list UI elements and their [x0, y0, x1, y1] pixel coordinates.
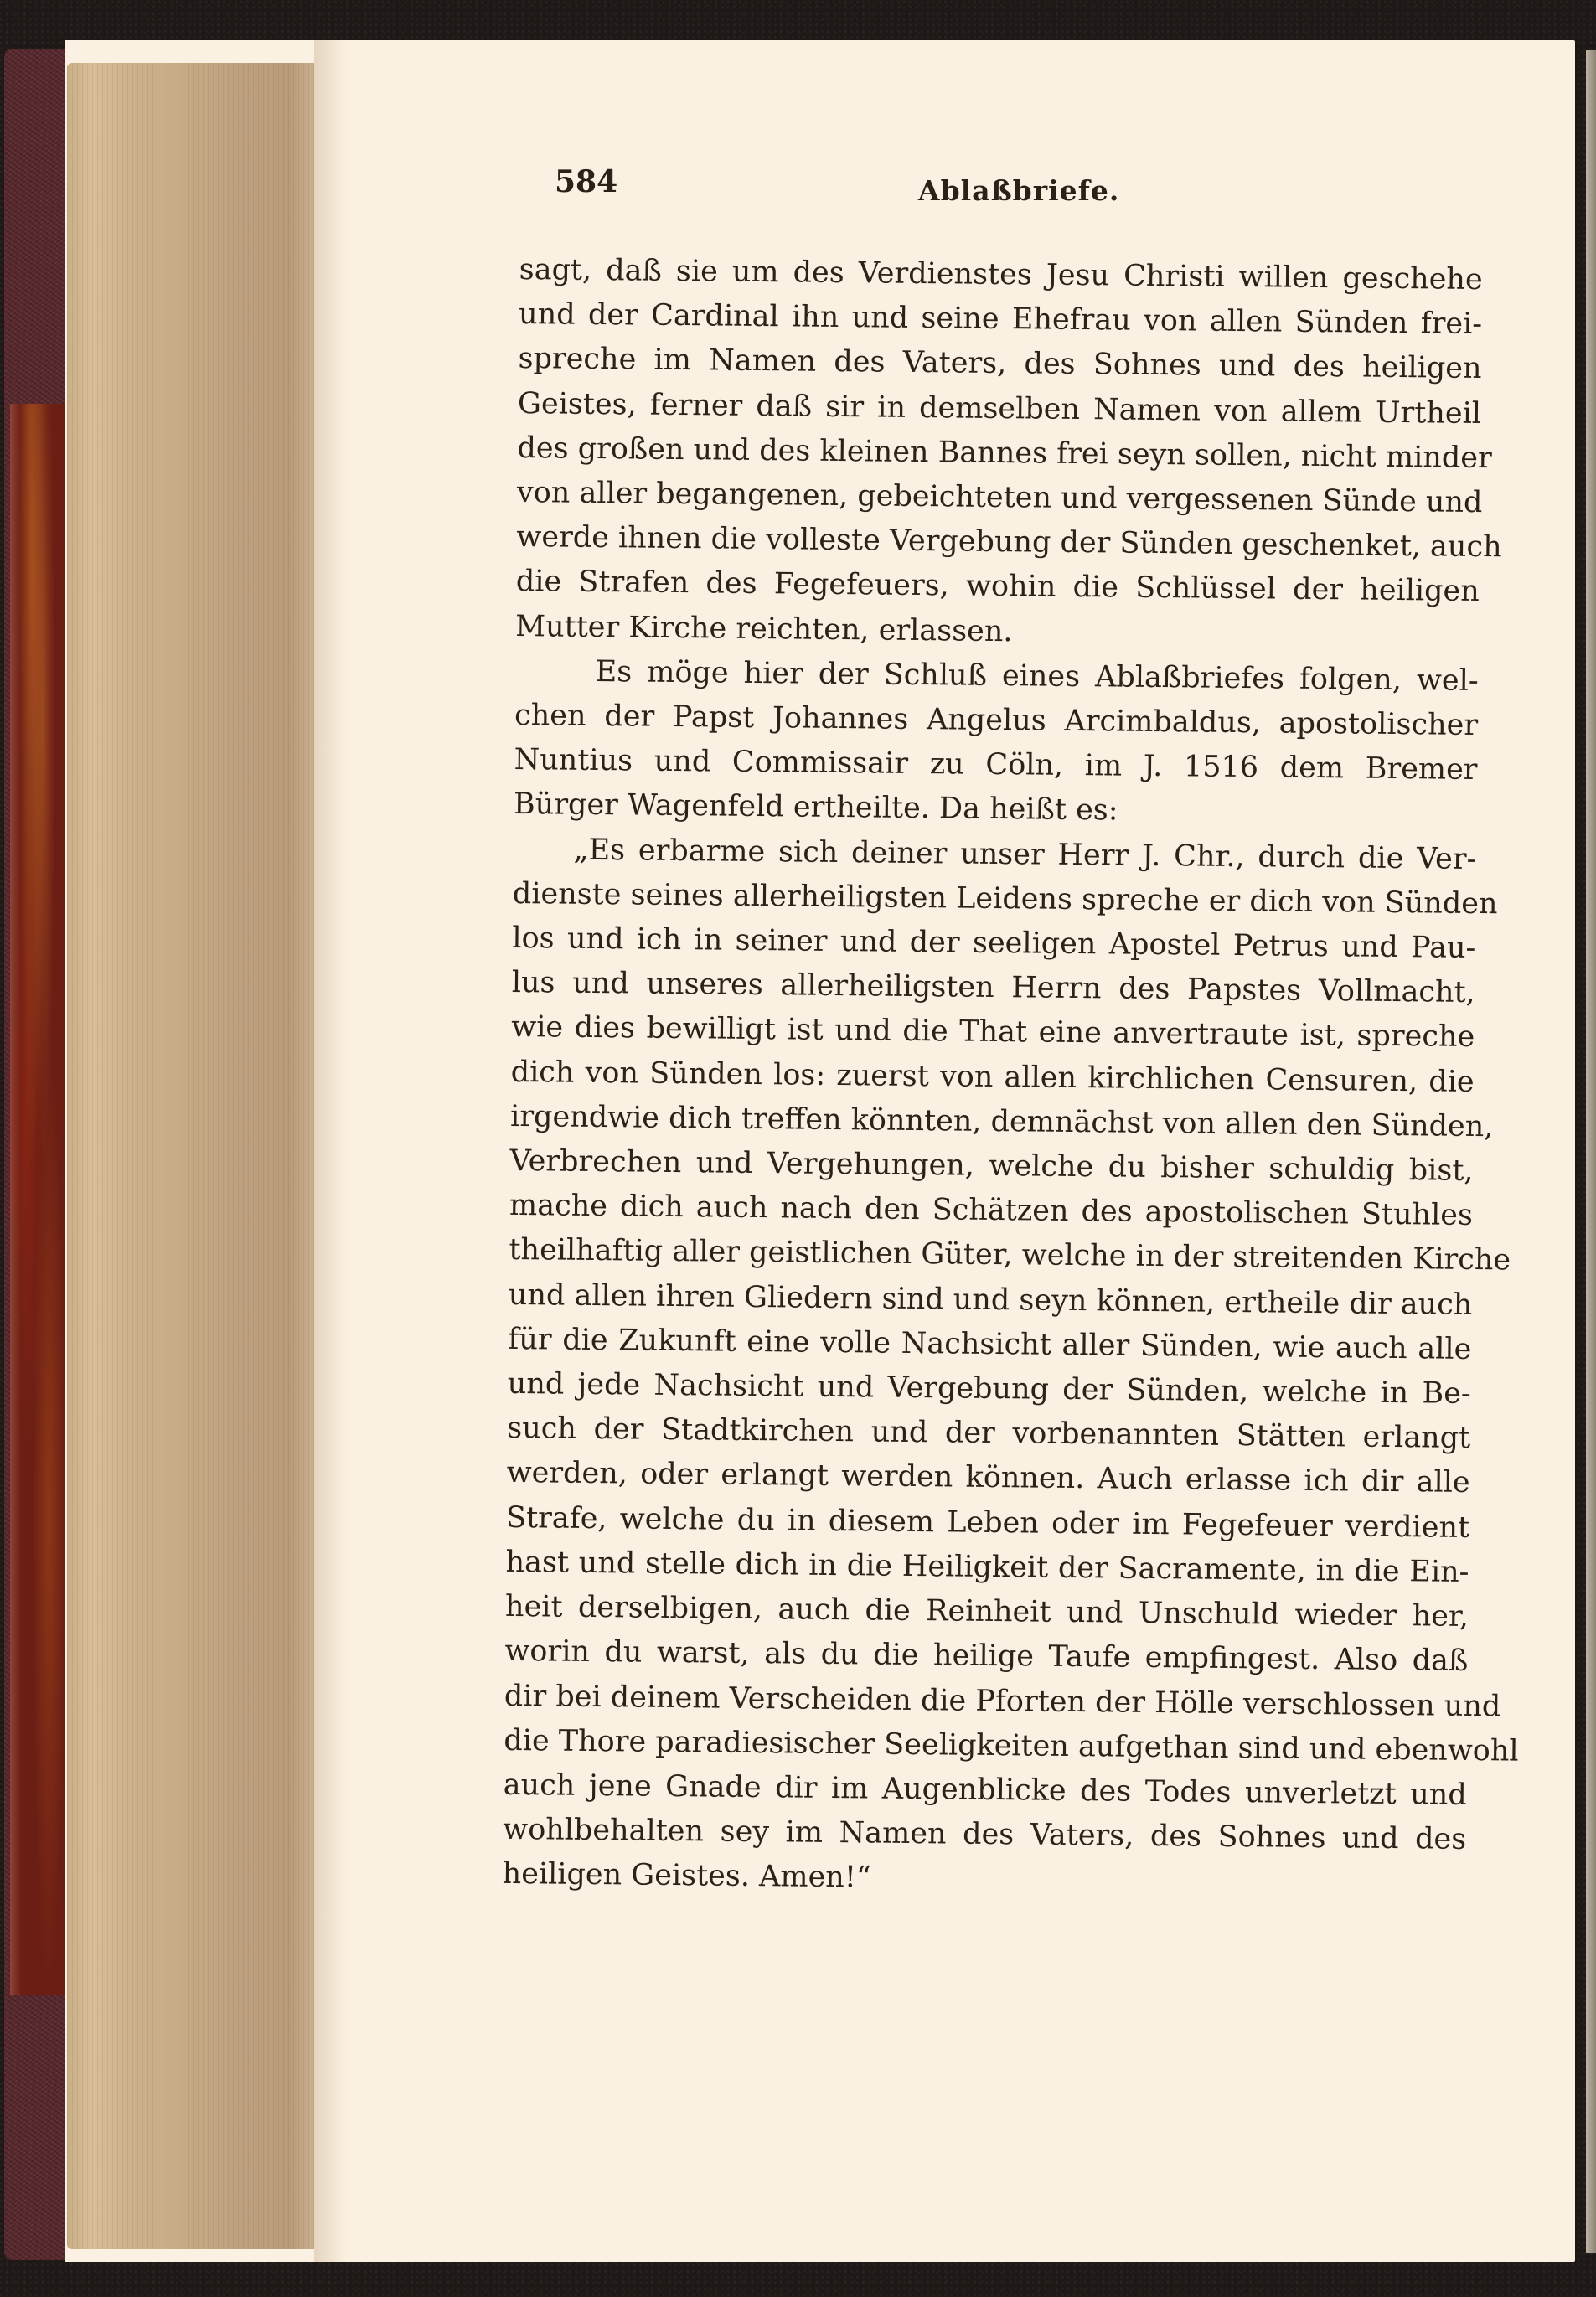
text-line: dienste seines allerheiligsten Leidens spreche er dich von Sünden — [512, 876, 1498, 921]
text-line: irgendwie dich treffen könnten, demnächst von allen den Sünden, — [509, 1099, 1494, 1144]
gutter-shadow — [314, 40, 348, 2262]
text-line: Verbrechen und Vergehungen, welche du bisher schuldig bist, — [509, 1144, 1474, 1189]
text-line: Strafe, welche du in diesem Leben oder im Fegefeuer verdient — [505, 1500, 1470, 1545]
paragraph-1 — [515, 248, 1502, 659]
text-line: wie dies bewilligt ist und die That eine anvertraute ist, spreche — [511, 1010, 1475, 1055]
text-line: Nuntius und Commissair zu Cöln, im J. 1516 dem Bremer — [514, 743, 1478, 787]
text-line: Bürger Wagenfeld ertheilte. Da heißt es: — [513, 787, 1118, 828]
text-line: spreche im Namen des Vaters, des Sohnes und des heiligen — [518, 342, 1482, 386]
text-line: worin du warst, als du die heilige Taufe empfingest. Also daß — [504, 1634, 1469, 1679]
running-header — [555, 164, 1476, 214]
text-line: des großen und des kleinen Bannes frei seyn sollen, nicht minder — [517, 431, 1492, 475]
stacked-page-edges — [67, 63, 314, 2249]
text-line: heit derselbigen, auch die Reinheit und Unschuld wieder her, — [504, 1590, 1469, 1634]
page-right-edge — [1586, 50, 1596, 2253]
running-head-title: Ablaßbriefe. — [918, 174, 1120, 207]
text-line: werden, oder erlangt werden können. Auch erlasse ich dir alle — [506, 1456, 1470, 1500]
text-line: und jede Nachsicht und Vergebung der Sünden, welche in Be- — [507, 1367, 1471, 1412]
paragraph-2 — [514, 649, 1479, 838]
text-line: auch jene Gnade dir im Augenblicke des Todes unverletzt und — [503, 1768, 1467, 1812]
text-line: die Thore paradiesischer Seeligkeiten aufgethan sind und ebenwohl — [504, 1723, 1519, 1768]
text-line: dich von Sünden los: zuerst von allen kirchlichen Censuren, die — [510, 1055, 1475, 1099]
text-line: Mutter Kirche reichten, erlassen. — [515, 609, 1013, 648]
text-line: und allen ihren Gliedern sind und seyn können, ertheile dir auch — [508, 1278, 1473, 1322]
text-line: los und ich in seiner und der seeligen Apostel Petrus und Pau- — [512, 921, 1476, 966]
text-line: theilhaftig aller geistlichen Güter, welche in der streitenden Kirche — [509, 1233, 1511, 1278]
text-line: und der Cardinal ihn und seine Ehefrau von allen Sünden frei- — [518, 297, 1483, 342]
text-line: such der Stadtkirchen und der vorbenannten Stätten erlangt — [507, 1412, 1471, 1456]
page-number: 584 — [555, 164, 618, 199]
marbled-cover-board — [10, 404, 65, 1995]
text-line: werde ihnen die volleste Vergebung der Sünden geschenket, auch — [516, 520, 1502, 565]
text-line: Geistes, ferner daß sir in demselben Namen von allem Urtheil — [517, 386, 1482, 431]
text-line: von aller begangenen, gebeichteten und vergessenen Sünde und — [516, 476, 1483, 520]
text-line: hast und stelle dich in die Heiligkeit der Sacramente, in die Ein- — [505, 1545, 1469, 1589]
text-line: chen der Papst Johannes Angelus Arcimbaldus, apostolischer — [514, 699, 1479, 743]
text-line: die Strafen des Fegefeuers, wohin die Schlüssel der heiligen — [515, 565, 1480, 609]
text-line: Es möge hier der Schluß eines Ablaßbriefes folgen, wel- — [595, 654, 1479, 698]
text-line: sagt, daß sie um des Verdienstes Jesu Christi willen geschehe — [519, 252, 1483, 297]
text-line: lus und unseres allerheiligsten Herrn des Papstes Vollmacht, — [511, 966, 1475, 1010]
paragraph-3-quote — [502, 828, 1519, 1907]
text-line: „Es erbarme sich deiner unser Herr J. Chr., durch die Ver- — [573, 833, 1477, 876]
body-text — [502, 248, 1519, 1907]
text-line: für die Zukunft eine volle Nachsicht aller Sünden, wie auch alle — [508, 1322, 1472, 1366]
text-line: wohlbehalten sey im Namen des Vaters, des Sohnes und des — [503, 1813, 1467, 1857]
text-line: dir bei deinem Verscheiden die Pforten der Hölle verschlossen und — [504, 1679, 1501, 1723]
text-line: heiligen Geistes. Amen!“ — [502, 1857, 871, 1895]
text-line: mache dich auch nach den Schätzen des apostolischen Stuhles — [509, 1189, 1474, 1233]
